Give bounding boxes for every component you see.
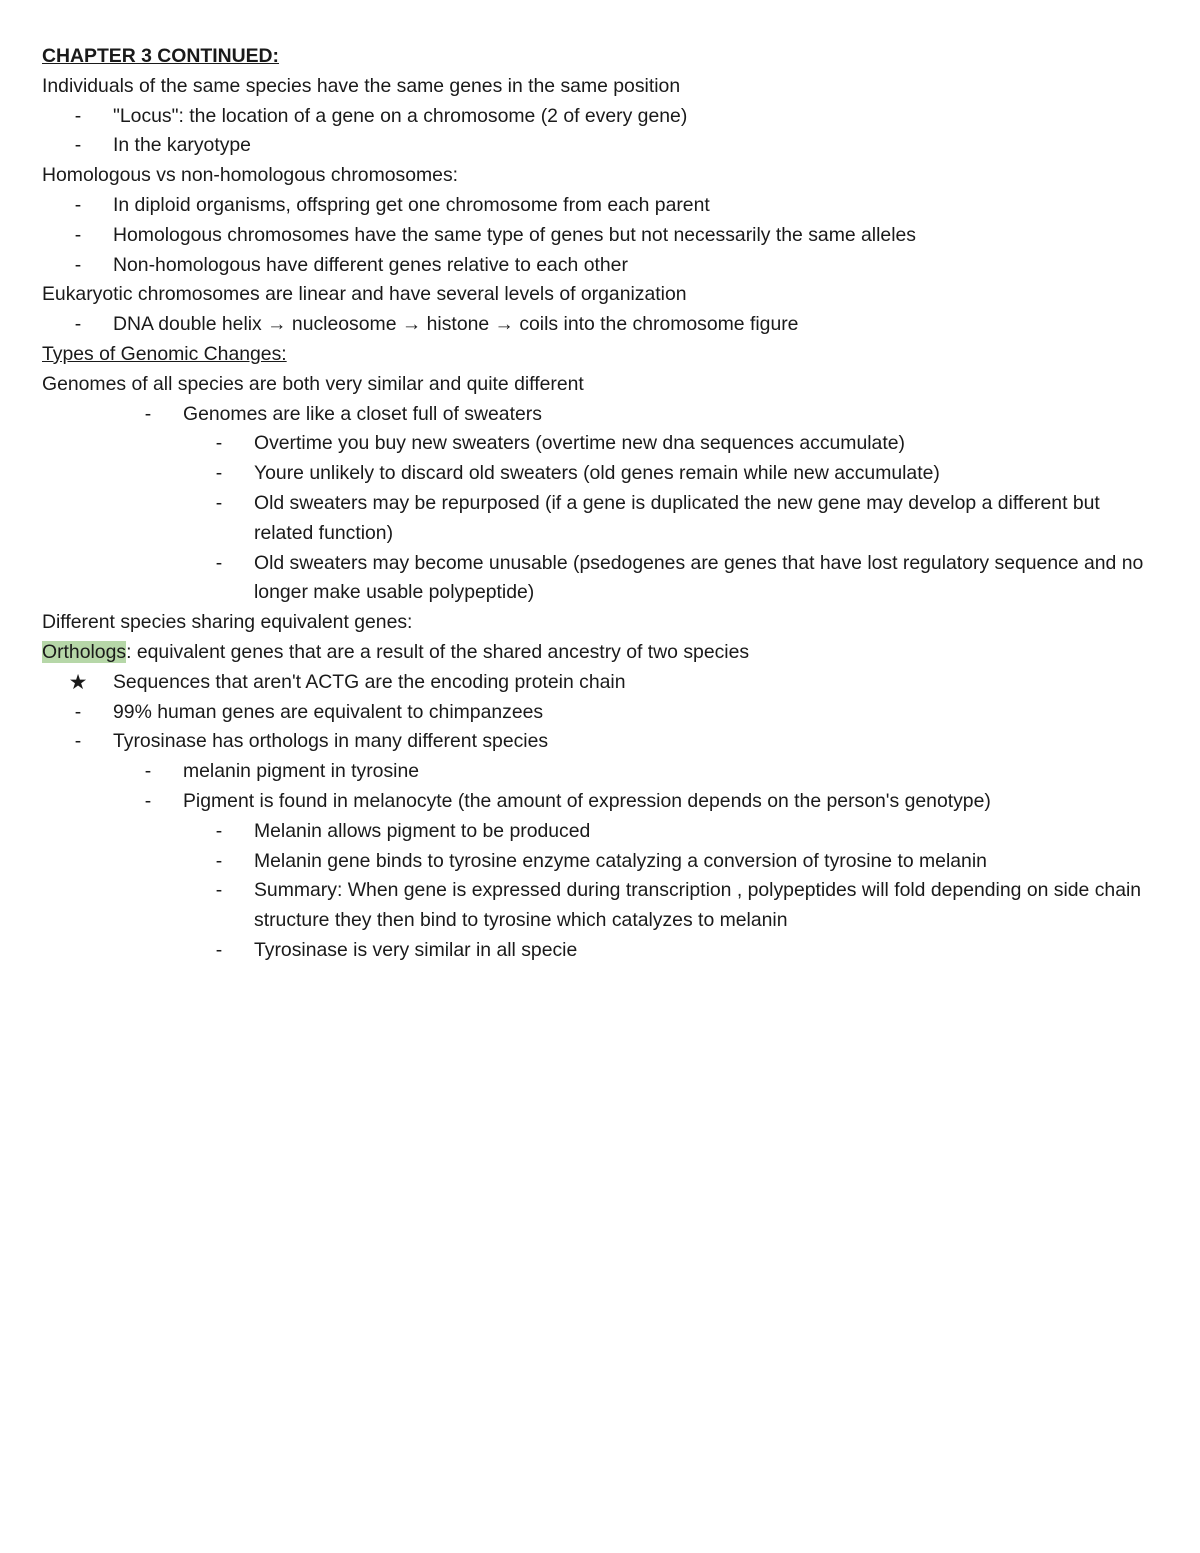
list-item-homologous-same [42, 221, 1162, 251]
list-item-text: melanin pigment in tyrosine [183, 760, 420, 783]
paragraph-eukaryotic: Eukaryotic chromosomes are linear and have several levels of organization [42, 283, 687, 306]
dash-bullet: - [74, 730, 82, 753]
list-item-dna-helix [42, 310, 1162, 340]
list-item-text: Genomes are like a closet full of sweaters [183, 402, 542, 425]
list-item-unlikely [42, 459, 1162, 489]
list-item-locus [42, 102, 1162, 132]
list-item-text: In the karyotype [113, 134, 251, 157]
list-item-text: In diploid organisms, offspring get one chromosome from each parent [113, 193, 710, 216]
list-item-text: Pigment is found in melanocyte (the amount of expression depends on the person's genotype) [183, 789, 991, 812]
document-title: CHAPTER 3 CONTINUED: [42, 45, 280, 67]
dash-bullet: - [215, 938, 223, 961]
paragraph-genomes-all: Genomes of all species are both very similar and quite different [42, 372, 584, 395]
list-item-text: DNA double helix → nucleosome → histone → coils into the chromosome figure [113, 313, 799, 336]
dash-bullet: - [144, 402, 152, 425]
list-item-summary [42, 876, 1162, 936]
list-item-karyotype [42, 131, 1162, 161]
dash-bullet: - [215, 551, 223, 574]
paragraph-individuals: Individuals of the same species have the same genes in the same position [42, 74, 681, 97]
dash-bullet: - [144, 760, 152, 783]
dash-bullet: - [74, 223, 82, 246]
list-item-text: Melanin allows pigment to be produced [254, 819, 591, 842]
list-item-text: "Locus": the location of a gene on a chromosome (2 of every gene) [113, 104, 688, 127]
section-heading-genomic-changes: Types of Genomic Changes: [42, 342, 287, 365]
list-item-similar [42, 936, 1162, 966]
dash-bullet: - [215, 849, 223, 872]
list-item-text: Youre unlikely to discard old sweaters (old genes remain while new accumulate) [254, 462, 940, 485]
list-item-text: Summary: When gene is expressed during transcription , polypeptides will fold depending on side chain structure they then bind to tyrosine which catalyzes to melanin [254, 879, 1142, 932]
dash-bullet: - [74, 313, 82, 336]
list-item-melanin-pigment [42, 757, 1162, 787]
dash-bullet: - [74, 193, 82, 216]
list-item-non-homologous [42, 251, 1162, 281]
dash-bullet: - [74, 134, 82, 157]
dash-bullet: - [215, 879, 223, 902]
star-icon: ★ [68, 670, 88, 694]
paragraph-different-species: Different species sharing equivalent genes: [42, 611, 413, 634]
list-item-diploid [42, 191, 1162, 221]
list-item-text: Old sweaters may become unusable (psedogenes are genes that have lost regulatory sequence and no longer make usable polypeptide) [254, 551, 1144, 604]
list-item-unusable [42, 549, 1162, 609]
list-item-repurposed [42, 489, 1162, 549]
list-item-overtime [42, 429, 1162, 459]
list-item-text: Old sweaters may be repurposed (if a gene is duplicated the new gene may develop a different but related function) [254, 491, 1100, 544]
list-item-text: Melanin gene binds to tyrosine enzyme catalyzing a conversion of tyrosine to melanin [254, 849, 987, 872]
dash-bullet: - [74, 700, 82, 723]
dash-bullet: - [215, 462, 223, 485]
dash-bullet: - [215, 432, 223, 455]
list-item-text: Homologous chromosomes have the same type of genes but not necessarily the same alleles [113, 223, 916, 246]
list-item-text: Tyrosinase has orthologs in many different species [113, 730, 549, 753]
list-item-melanin-allows [42, 817, 1162, 847]
list-item-text: Tyrosinase is very similar in all specie [254, 938, 578, 961]
document-body [42, 42, 1162, 966]
orthologs-definition: : equivalent genes that are a result of the shared ancestry of two species [126, 640, 750, 663]
dash-bullet: - [215, 819, 223, 842]
list-item-human-genes [42, 698, 1162, 728]
list-item-text: 99% human genes are equivalent to chimpanzees [113, 700, 544, 723]
dash-bullet: - [74, 253, 82, 276]
list-item-tyrosinase-orthologs [42, 727, 1162, 757]
list-item-text: Non-homologous have different genes relative to each other [113, 253, 628, 276]
dash-bullet: - [74, 104, 82, 127]
list-item-text: Overtime you buy new sweaters (overtime new dna sequences accumulate) [254, 432, 905, 455]
orthologs-highlighted-term: Orthologs [42, 640, 127, 663]
list-item-sequences [42, 668, 1162, 698]
list-item-closet [42, 400, 1162, 430]
dash-bullet: - [144, 789, 152, 812]
dash-bullet: - [215, 491, 223, 514]
list-item-melanin-gene [42, 847, 1162, 877]
list-item-text: Sequences that aren't ACTG are the encoding protein chain [113, 670, 626, 693]
list-item-pigment-found [42, 787, 1162, 817]
paragraph-orthologs [42, 638, 1162, 668]
paragraph-homologous-heading: Homologous vs non-homologous chromosomes: [42, 164, 459, 187]
